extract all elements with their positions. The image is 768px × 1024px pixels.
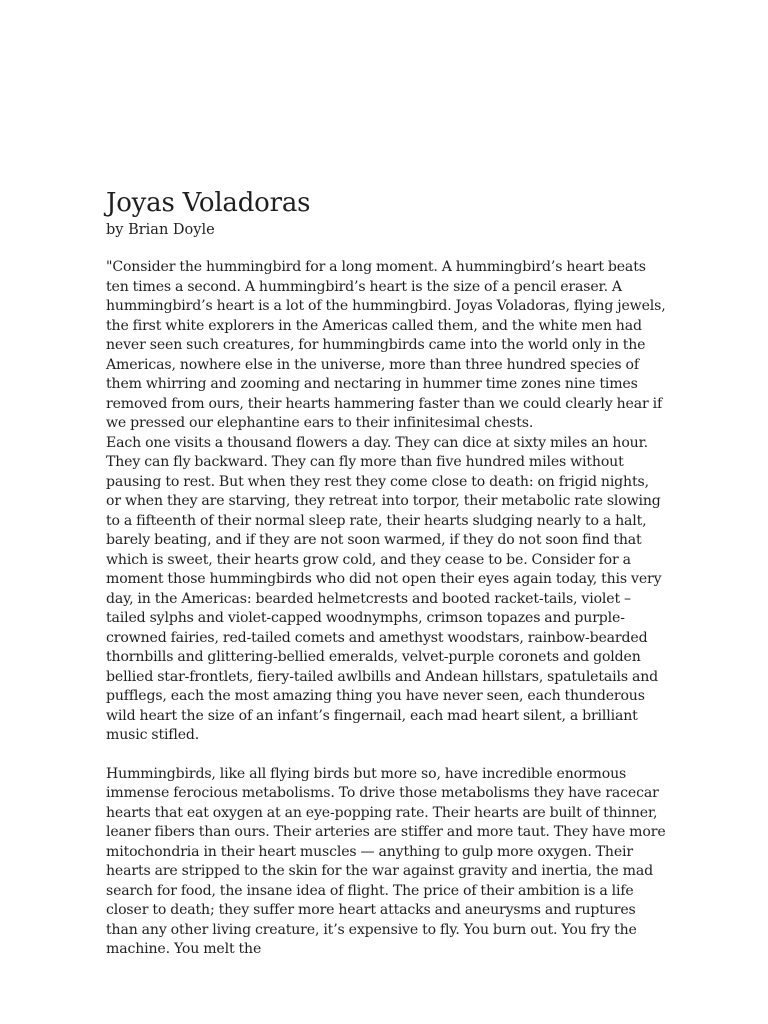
document-title: Joyas Voladoras [106,188,311,218]
document-page [106,186,666,960]
paragraph-1: "Consider the hummingbird for a long moment. A hummingbird’s heart beats ten times a second. A hummingbird’s heart is the size of a pencil eraser. A hummingbird’s heart is a lot of the hummingbird. Joyas Voladoras, flying jewels, the first white explorers in the Americas called them, and the white men had never seen such creatures, for hummingbirds came into the world only in the Americas, nowhere else in the universe, more than three hundred species of them whirring and zooming and nectaring in hummer time zones nine times removed from ours, their hearts hammering faster than we could clearly hear if we pressed our elephantine ears to their infinitesimal chests. [106,259,666,431]
paragraph-gap [106,746,666,765]
paragraph-2: Each one visits a thousand flowers a day. They can dice at sixty miles an hour. They can fly backward. They can fly more than five hundred miles without pausing to rest. But when they rest they come close to death: on frigid nights, or when they are starving, they retreat into torpor, their metabolic rate slowing to a fifteenth of their normal sleep rate, their hearts sludging nearly to a halt, barely beating, and if they are not soon warmed, if they do not soon find that which is sweet, their hearts grow cold, and they cease to be. Consider for a moment those hummingbirds who did not open their eyes again today, this very day, in the Americas: bearded helmetcrests and booted racket-tails, violet –tailed sylphs and violet-capped woodnymphs, crimson topazes and purple-crowned fairies, red-tailed comets and amethyst woodstars, rainbow-bearded thornbills and glittering-bellied emeralds, velvet-purple coronets and golden bellied star-frontlets, fiery-tailed awlbills and Andean hillstars, spatuletails and pufflegs, each the most amazing thing you have never seen, each thunderous wild heart the size of an infant’s fingernail, each mad heart silent, a brilliant music stifled. [106,434,662,743]
paragraph-3: Hummingbirds, like all flying birds but more so, have incredible enormous immense ferocious metabolisms. To drive those metabolisms they have racecar hearts that eat oxygen at an eye-popping rate. Their hearts are built of thinner, leaner fibers than ours. Their arteries are stiffer and more taut. They have more mitochondria in their heart muscles — anything to gulp more oxygen. Their hearts are stripped to the skin for the war against gravity and inertia, the mad search for food, the insane idea of flight. The price of their ambition is a life closer to death; they suffer more heart attacks and aneurysms and ruptures than any other living creature, it’s expensive to fly. You burn out. You fry the machine. You melt the [106,765,666,957]
document-byline: by Brian Doyle [106,222,215,238]
